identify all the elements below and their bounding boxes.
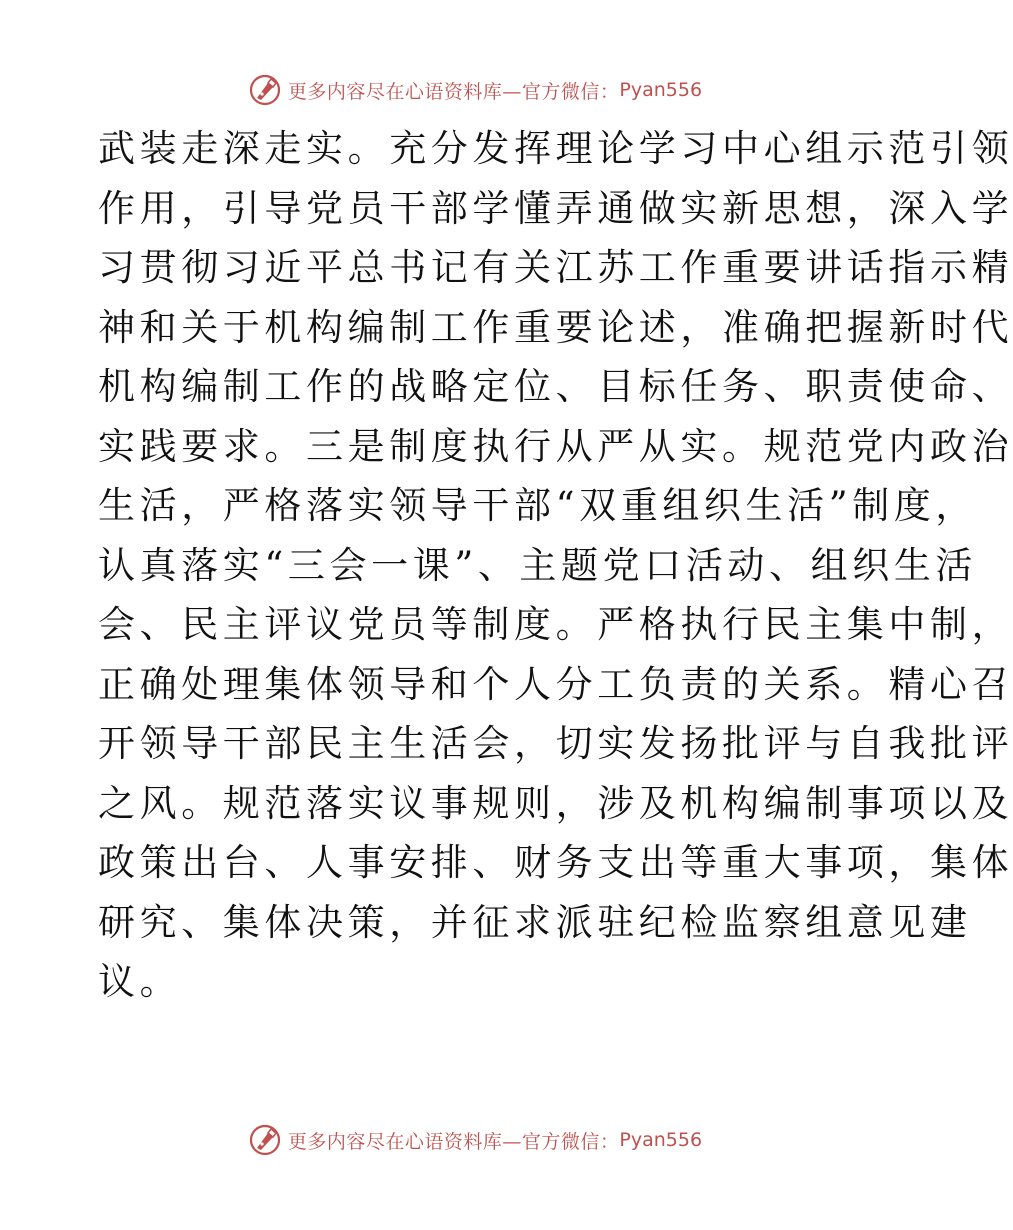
- text-line: 生活，严格落实领导干部“双重组织生活”制度，: [98, 484, 978, 527]
- text-line: 开领导干部民主生活会，切实发扬批评与自我批评: [98, 722, 1013, 765]
- text-line: 作用，引导党员干部学懂弄通做实新思想，深入学: [98, 186, 1013, 230]
- footer-watermark: [0, 1120, 950, 1160]
- text-line: 习贯彻习近平总书记有关江苏工作重要讲话指示精: [98, 246, 1013, 289]
- text-line: 正确处理集体领导和个人分工负责的关系。精心召: [98, 662, 1013, 706]
- text-line: 武装走深走实。充分发挥理论学习中心组示范引领: [98, 127, 1013, 170]
- text-line: 机构编制工作的战略定位、目标任务、职责使命、: [98, 365, 1013, 408]
- text-line: 议。: [98, 960, 182, 1003]
- text-line: 认真落实“三会一课”、主题党口活动、组织生活: [98, 543, 978, 587]
- text-line: 研究、集体决策，并征求派驻纪检监察组意见建: [98, 900, 972, 944]
- pen-nib-logo-icon: [248, 1123, 282, 1157]
- watermark-wechat-id: Pyan556: [619, 1129, 703, 1151]
- text-line: 实践要求。三是制度执行从严从实。规范党内政治: [98, 424, 1013, 468]
- watermark-text: 更多内容尽在心语资料库—官方微信：: [287, 80, 620, 103]
- header-watermark: [0, 70, 950, 110]
- text-line: 政策出台、人事安排、财务支出等重大事项，集体: [98, 841, 1013, 884]
- text-line: 之风。规范落实议事规则，涉及机构编制事项以及: [98, 781, 1013, 825]
- watermark-wechat-id: Pyan556: [619, 79, 703, 101]
- pen-nib-logo-icon: [248, 73, 282, 107]
- text-line: 神和关于机构编制工作重要论述，准确把握新时代: [98, 305, 1013, 349]
- text-line: 会、民主评议党员等制度。严格执行民主集中制，: [98, 603, 1013, 646]
- document-body: [98, 119, 1013, 1012]
- watermark-text: 更多内容尽在心语资料库—官方微信：: [287, 1130, 620, 1153]
